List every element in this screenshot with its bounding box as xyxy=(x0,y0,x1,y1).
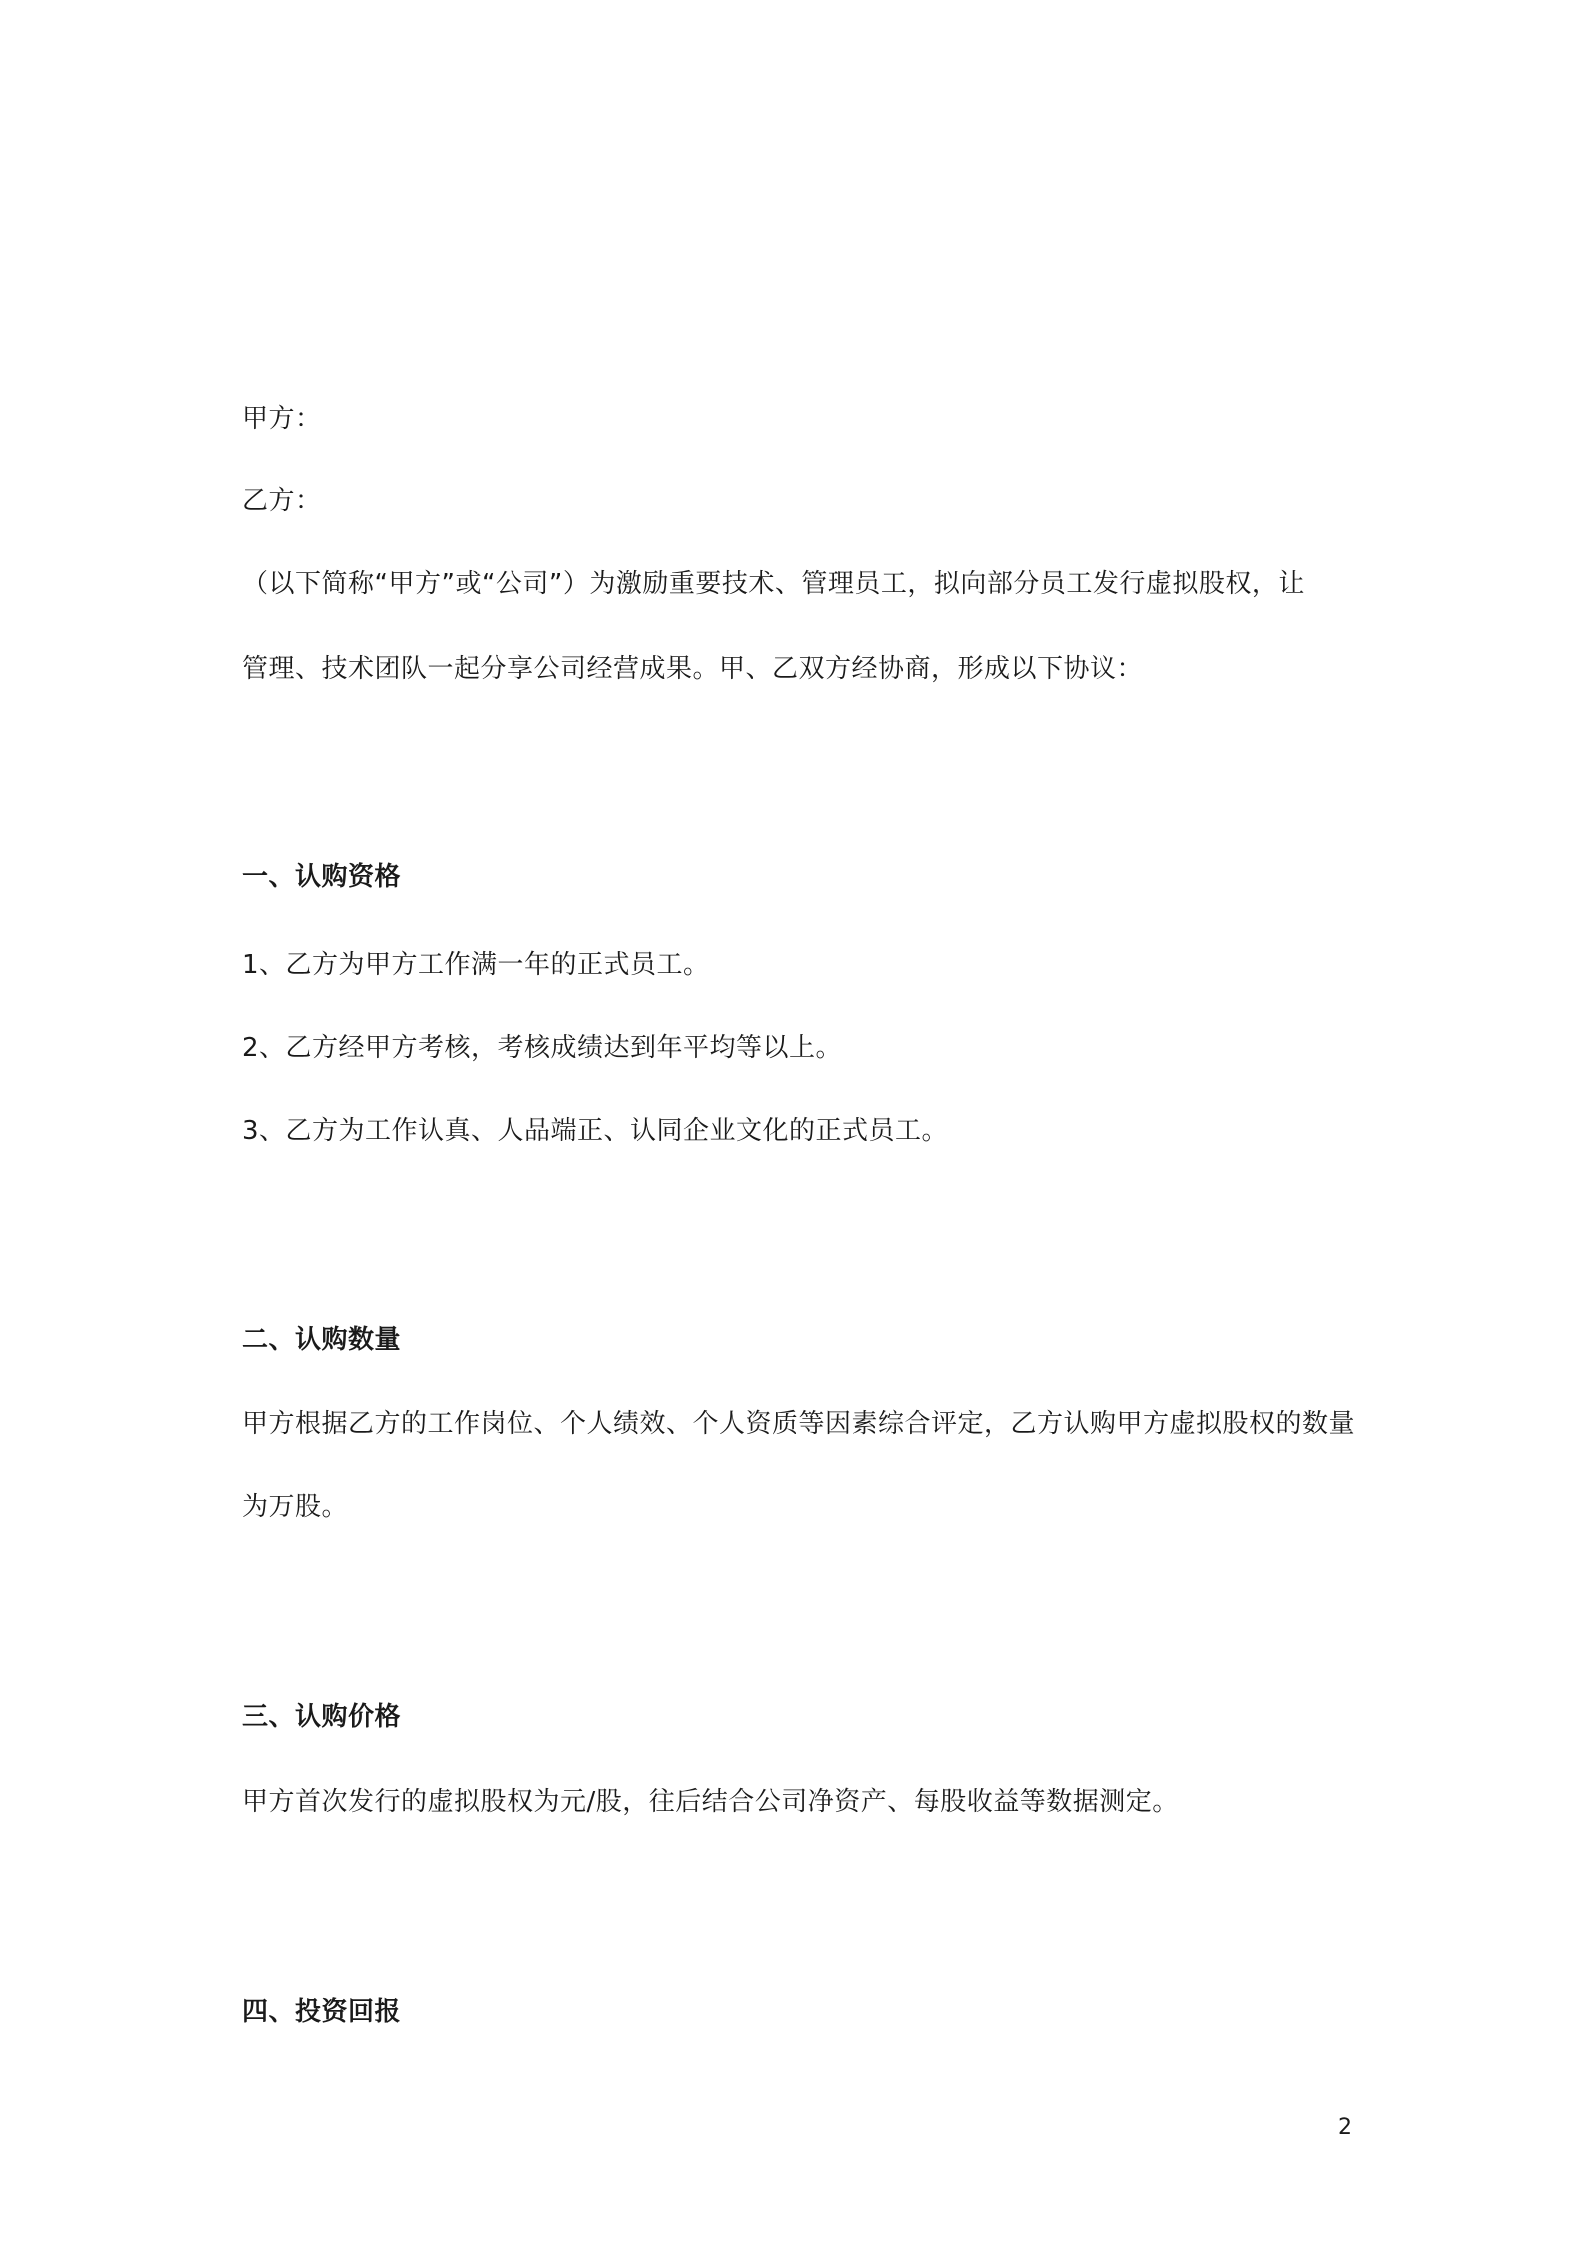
quantity-paragraph-line-2: 为万股。 xyxy=(242,1492,349,1522)
section-heading-quantity: 二、认购数量 xyxy=(242,1325,402,1355)
section-heading-price: 三、认购价格 xyxy=(242,1702,402,1732)
qualification-item: 1、乙方为甲方工作满一年的正式员工。 xyxy=(242,950,710,980)
section-heading-return: 四、投资回报 xyxy=(242,1997,402,2027)
intro-paragraph-line-1: （以下简称“甲方”或“公司”）为激励重要技术、管理员工，拟向部分员工发行虚拟股权，让 xyxy=(242,569,1305,599)
qualification-item: 3、乙方为工作认真、人品端正、认同企业文化的正式员工。 xyxy=(242,1116,949,1146)
party-a-label: 甲方： xyxy=(242,404,322,434)
qualification-item: 2、乙方经甲方考核，考核成绩达到年平均等以上。 xyxy=(242,1033,843,1063)
party-b-label: 乙方： xyxy=(242,486,322,516)
page-number: 2 xyxy=(1338,2115,1352,2140)
price-paragraph: 甲方首次发行的虚拟股权为元/股，往后结合公司净资产、每股收益等数据测定。 xyxy=(242,1787,1179,1817)
quantity-paragraph-line-1: 甲方根据乙方的工作岗位、个人绩效、个人资质等因素综合评定，乙方认购甲方虚拟股权的数量 xyxy=(242,1409,1356,1439)
section-heading-qualification: 一、认购资格 xyxy=(242,862,402,892)
intro-paragraph-line-2: 管理、技术团队一起分享公司经营成果。甲、乙双方经协商，形成以下协议： xyxy=(242,654,1144,684)
